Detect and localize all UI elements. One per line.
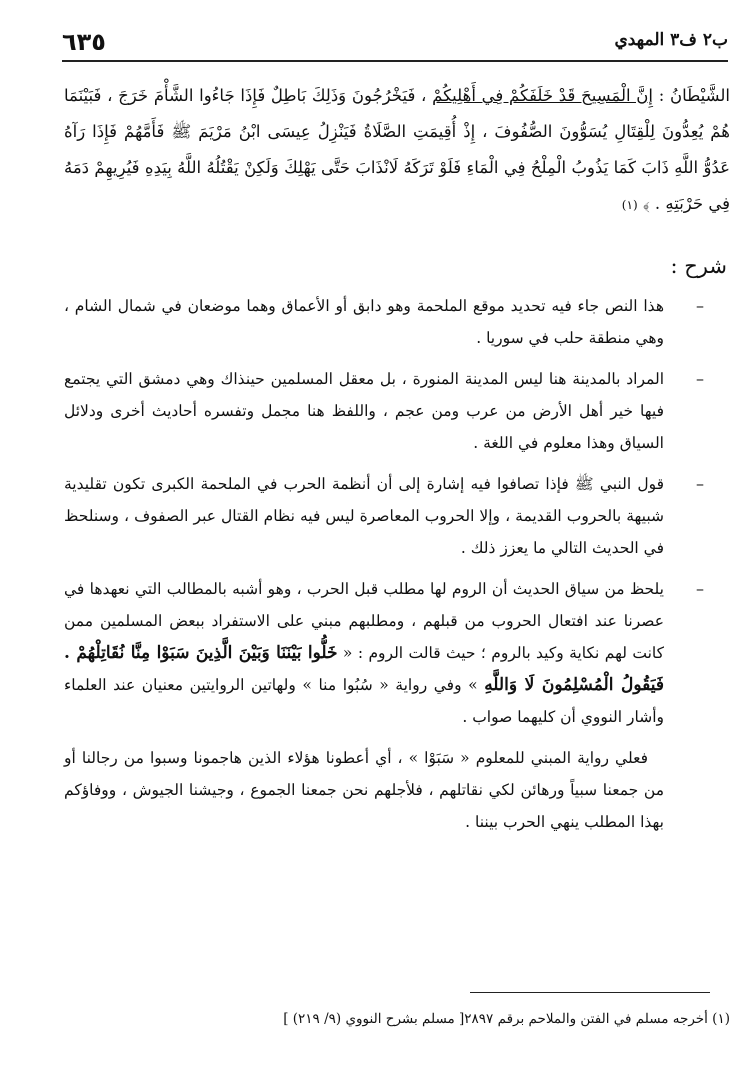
- closing-paragraph-text: فعلي رواية المبني للمعلوم « سَبَوْا » ، أي أعطونا هؤلاء الذين هاجمونا وسبوا من رجالنا أو من جمعنا سبياً ورهائن لكي نقاتلهم ، فلأجلهم نحن جمعنا الجموع ، وجيشنا الجيوش ، ووفاؤكم بهذا المطلب ينهي الحرب بيننا .: [64, 749, 664, 831]
- commentary-point: [64, 573, 704, 733]
- footnote: (١) أخرجه مسلم في الفتن والملاحم برقم ٢٨٩٧[ مسلم بشرح النووي (٩/ ٢١٩) ]: [283, 1011, 730, 1027]
- point-text: قول النبي ﷺ فإذا تصافوا فيه إشارة إلى أن أنظمة الحرب في الملحمة الكبرى تكون تقليدية شبيهة بالحروب القديمة ، وإلا الحروب المعاصرة ليس فيه نظام القتال عبر الصفوف ، وسنلحظ في الحديث التالي ما يعزز ذلك .: [64, 475, 664, 557]
- point-text: المراد بالمدينة هنا ليس المدينة المنورة ، بل معقل المسلمين حينذاك وهي دمشق التي يجتمع فيها خير أهل الأرض من عرب ومن عجم ، واللفظ هنا مجمل وتفسره أحاديث أخرى ودلائل السياق وهذا معلوم في اللغة .: [64, 370, 664, 452]
- footnote-reference: (١): [621, 198, 638, 212]
- closing-paragraph: [64, 742, 698, 838]
- hadith-lead: الشَّيْطَانُ :: [653, 86, 730, 105]
- point-text-after-quote: » وفي رواية « سُبُوا منا » ولهاتين الروايتين معنيان عند العلماء وأشار النووي أن كليهما صواب .: [64, 676, 664, 726]
- dash-bullet: –: [696, 579, 704, 598]
- point-text: هذا النص جاء فيه تحديد موقع الملحمة وهو دابق أو الأعماق وهما موضعان في شمال الشام ، وهي منطقة حلب في سوريا .: [64, 297, 664, 347]
- page-number: ٦٣٥: [62, 28, 106, 56]
- dash-bullet: –: [696, 296, 704, 315]
- sharh-heading: شرح :: [670, 254, 727, 278]
- running-head: ب٢ ف٣ المهدي: [614, 30, 728, 50]
- point-text-before-quote: يلحظ من سياق الحديث أن الروم لها مطلب قبل الحرب ، وهو أشبه بالمطالب التي نعهدها في عصرنا عند افتعال الحروب من قبلهم ، ومطلبهم مبني على الاستفراد ببعض المسلمين ممن كانت لهم نكاية وكيد بالروم ؛ حيث قالت الروم : «: [64, 580, 664, 662]
- quoted-hadith-phrase: خَلُّوا بَيْنَنَا وَبَيْنَ الَّذِينَ سَبَوْا مِنَّا نُقَاتِلْهُمْ . فَيَقُولُ الْمُسْلِمُونَ لَا وَاللَّهِ: [64, 643, 664, 695]
- page-header: [62, 26, 728, 62]
- commentary-point: [64, 468, 704, 564]
- dash-bullet: –: [696, 474, 704, 493]
- hadith-text: [64, 78, 730, 223]
- commentary-list: [64, 290, 704, 838]
- commentary-point: [64, 363, 704, 459]
- hadith-underlined-phrase: إِنَّ الْمَسِيحَ قَدْ خَلَفَكُمْ فِي أَهْلِيكُمْ: [432, 86, 653, 105]
- dash-bullet: –: [696, 369, 704, 388]
- footnote-divider: [470, 992, 710, 993]
- commentary-point: [64, 290, 704, 354]
- hadith-body: ، فَيَخْرُجُونَ وَذَلِكَ بَاطِلٌ فَإِذَا جَاءُوا الشَّأْمَ خَرَجَ ، فَبَيْنَمَا هُمْ يُعِدُّونَ لِلْقِتَالِ يُسَوُّونَ الصُّفُوفَ ، إِذْ أُقِيمَتِ الصَّلَاةُ فَيَنْزِلُ عِيسَى ابْنُ مَرْيَمَ ﷺ فَأَمَّهُمْ فَإِذَا رَآهُ عَدُوُّ اللَّهِ ذَابَ كَمَا يَذُوبُ الْمِلْحُ فِي الْمَاءِ فَلَوْ تَرَكَهُ لَانْذَابَ حَتَّى يَهْلِكَ وَلَكِنْ يَقْتُلُهُ اللَّهُ بِيَدِهِ فَيُرِيهِمْ دَمَهُ فِي حَرْبَتِهِ . ﴾: [64, 86, 730, 213]
